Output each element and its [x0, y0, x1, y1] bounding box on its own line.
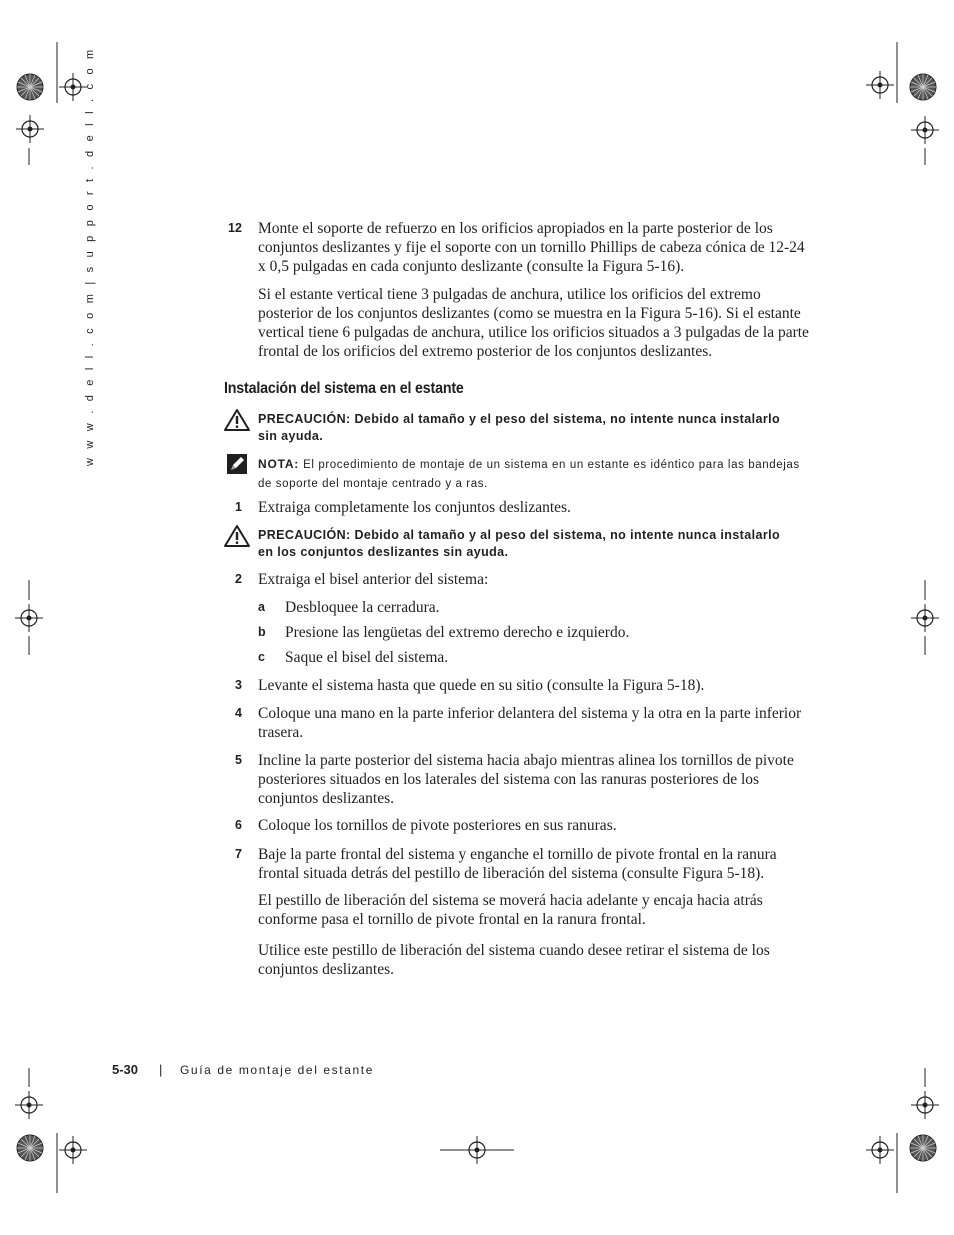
step-text: Baje la parte frontal del sistema y enganche el tornillo de pivote frontal en la ranura frontal situada detrás del pestillo de liberación del sistema (consulte Figura 5-18). — [258, 846, 777, 882]
caution-notice — [258, 527, 798, 561]
step-number: 2 — [235, 572, 242, 586]
step-text: Incline la parte posterior del sistema hacia abajo mientras alinea los tornillos de pivote posteriores situados en los laterales del sistema con las ranuras posteriores de los conjuntos deslizantes. — [258, 752, 794, 807]
step-text: Extraiga completamente los conjuntos deslizantes. — [258, 499, 571, 516]
step-note: El pestillo de liberación del sistema se moverá hacia adelante y encaja hacia atrás conforme pasa el tornillo de pivote frontal en la ranura frontal. — [258, 892, 763, 928]
caution-icon — [223, 408, 251, 432]
side-url: w w w . d e l l . c o m | s u p p o r t . d e l l . c o m — [84, 46, 96, 466]
step-number: 1 — [235, 500, 242, 514]
step-text: Levante el sistema hasta que quede en su sitio (consulte la Figura 5-18). — [258, 677, 705, 694]
substep-text: Desbloquee la cerradura. — [285, 599, 440, 616]
step-number: 5 — [235, 753, 242, 767]
step-number: 3 — [235, 678, 242, 692]
step-text: Monte el soporte de refuerzo en los orificios apropiados en la parte posterior de los conjuntos deslizantes y fije el soporte con un tornillo Phillips de cabeza cónica de 12-24 x 0,5 pulgadas en cada conjunto deslizante (consulte la Figura 5-16). — [258, 220, 805, 275]
caution-icon — [223, 524, 251, 548]
step-number: 7 — [235, 847, 242, 861]
footer-separator: | — [159, 1062, 163, 1077]
substep-letter: a — [258, 600, 265, 614]
caution-notice — [258, 411, 798, 445]
page-number: 5-30 — [112, 1062, 139, 1077]
step-note: Si el estante vertical tiene 3 pulgadas de anchura, utilice los orificios del extremo posterior de los conjuntos deslizantes (como se muestra en la Figura 5-16). Si el estante vertical tiene 6 pulgadas de anchura, utilice los orificios situados a 3 pulgadas de la parte frontal de los orificios del extremo posterior de los conjuntos deslizantes. — [258, 286, 809, 360]
step-number: 6 — [235, 818, 242, 832]
caution-text: Debido al tamaño y al peso del sistema, no intente nunca instalarlo en los conjuntos deslizantes sin ayuda. — [258, 528, 780, 559]
step-number: 4 — [235, 706, 242, 720]
caution-label: PRECAUCIÓN: — [258, 412, 351, 426]
substep-letter: c — [258, 650, 265, 664]
footer-title: Guía de montaje del estante — [180, 1063, 374, 1077]
caution-text: Debido al tamaño y el peso del sistema, no intente nunca instalarlo sin ayuda. — [258, 412, 780, 443]
substep-letter: b — [258, 625, 266, 639]
caution-label: PRECAUCIÓN: — [258, 528, 351, 542]
section-heading: Instalación del sistema en el estante — [224, 380, 464, 397]
note-notice — [258, 455, 813, 493]
step-text: Coloque los tornillos de pivote posteriores en sus ranuras. — [258, 817, 617, 834]
note-text: El procedimiento de montaje de un sistema en un estante es idéntico para las bandejas de soporte del montaje centrado y a ras. — [258, 459, 800, 490]
step-text: Coloque una mano en la parte inferior delantera del sistema y la otra en la parte inferior trasera. — [258, 705, 802, 741]
note-label: NOTA: — [258, 457, 300, 471]
sunburst-mark-icon — [17, 74, 43, 100]
step-note: Utilice este pestillo de liberación del sistema cuando desee retirar el sistema de los conjuntos deslizantes. — [258, 942, 770, 978]
step-text: Extraiga el bisel anterior del sistema: — [258, 571, 489, 588]
substep-text: Saque el bisel del sistema. — [285, 649, 449, 666]
step-number: 12 — [228, 221, 242, 235]
substep-text: Presione las lengüetas del extremo derecho e izquierdo. — [285, 624, 630, 641]
note-pencil-icon — [227, 454, 247, 474]
